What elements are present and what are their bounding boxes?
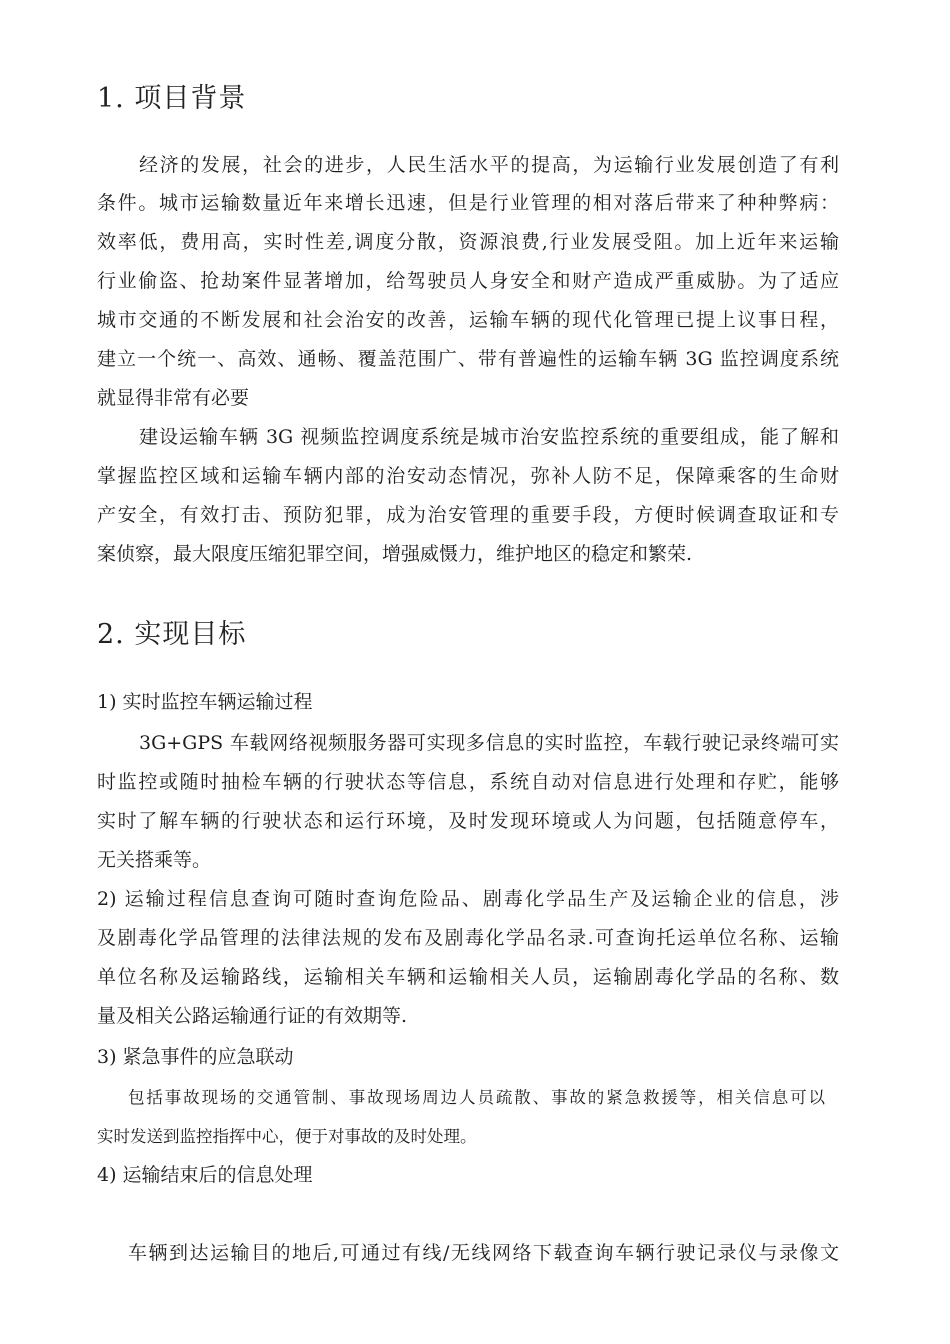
paragraph-line: 案侦察，最大限度压缩犯罪空间，增强威慑力，维护地区的稳定和繁荣. <box>97 543 693 565</box>
paragraph-line: 建立一个统一、高效、通畅、覆盖范围广、带有普遍性的运输车辆 3G 监控调度系统 <box>97 348 839 370</box>
paragraph-line: 无关搭乘等。 <box>97 849 212 871</box>
paragraph-line: 行业偷盗、抢劫案件显著增加，给驾驶员人身安全和财产造成严重威胁。为了适应 <box>97 270 839 292</box>
section-heading-goals: 2. 实现目标 <box>97 619 247 650</box>
paragraph-line: 城市交通的不断发展和社会治安的改善，运输车辆的现代化管理已提上议事日程， <box>97 309 839 331</box>
paragraph-line: 产安全，有效打击、预防犯罪，成为治安管理的重要手段，方便时候调查取证和专 <box>97 504 839 526</box>
paragraph-line: 量及相关公路运输通行证的有效期等. <box>97 1005 408 1027</box>
list-item-title: 3) 紧急事件的应急联动 <box>97 1046 294 1068</box>
paragraph-line: 及剧毒化学品管理的法律法规的发布及剧毒化学品名录.可查询托运单位名称、运输 <box>97 927 839 949</box>
paragraph-line: 单位名称及运输路线，运输相关车辆和运输相关人员，运输剧毒化学品的名称、数 <box>97 966 839 988</box>
paragraph-line: 实时了解车辆的行驶状态和运行环境，及时发现环境或人为问题，包括随意停车， <box>97 810 839 832</box>
paragraph-line: 效率低，费用高，实时性差,调度分散，资源浪费,行业发展受阻。加上近年来运输 <box>97 231 839 253</box>
paragraph-line: 车辆到达运输目的地后,可通过有线/无线网络下载查询车辆行驶记录仪与录像文 <box>128 1242 839 1264</box>
paragraph-line: 时监控或随时抽检车辆的行驶状态等信息，系统自动对信息进行处理和存贮，能够 <box>97 771 839 793</box>
section-heading-background: 1. 项目背景 <box>97 83 247 114</box>
list-item-paragraph: 2) 运输过程信息查询可随时查询危险品、剧毒化学品生产及运输企业的信息，涉 <box>97 888 839 910</box>
paragraph-line: 掌握监控区域和运输车辆内部的治安动态情况，弥补人防不足，保障乘客的生命财 <box>97 465 839 487</box>
paragraph-line: 3G+GPS 车载网络视频服务器可实现多信息的实时监控，车载行驶记录终端可实 <box>139 732 839 754</box>
paragraph-line: 包括事故现场的交通管制、事故现场周边人员疏散、事故的紧急救援等，相关信息可以 <box>128 1088 825 1107</box>
list-item-title: 4) 运输结束后的信息处理 <box>97 1164 313 1186</box>
paragraph-line: 建设运输车辆 3G 视频监控调度系统是城市治安监控系统的重要组成，能了解和 <box>139 426 839 448</box>
paragraph-line: 实时发送到监控指挥中心，便于对事故的及时处理。 <box>97 1127 477 1146</box>
list-item-title: 1) 实时监控车辆运输过程 <box>97 691 313 713</box>
paragraph-line: 就显得非常有必要 <box>97 387 250 409</box>
paragraph-line: 条件。城市运输数量近年来增长迅速，但是行业管理的相对落后带来了种种弊病： <box>97 192 839 214</box>
paragraph-line: 经济的发展，社会的进步，人民生活水平的提高，为运输行业发展创造了有利 <box>139 154 839 176</box>
